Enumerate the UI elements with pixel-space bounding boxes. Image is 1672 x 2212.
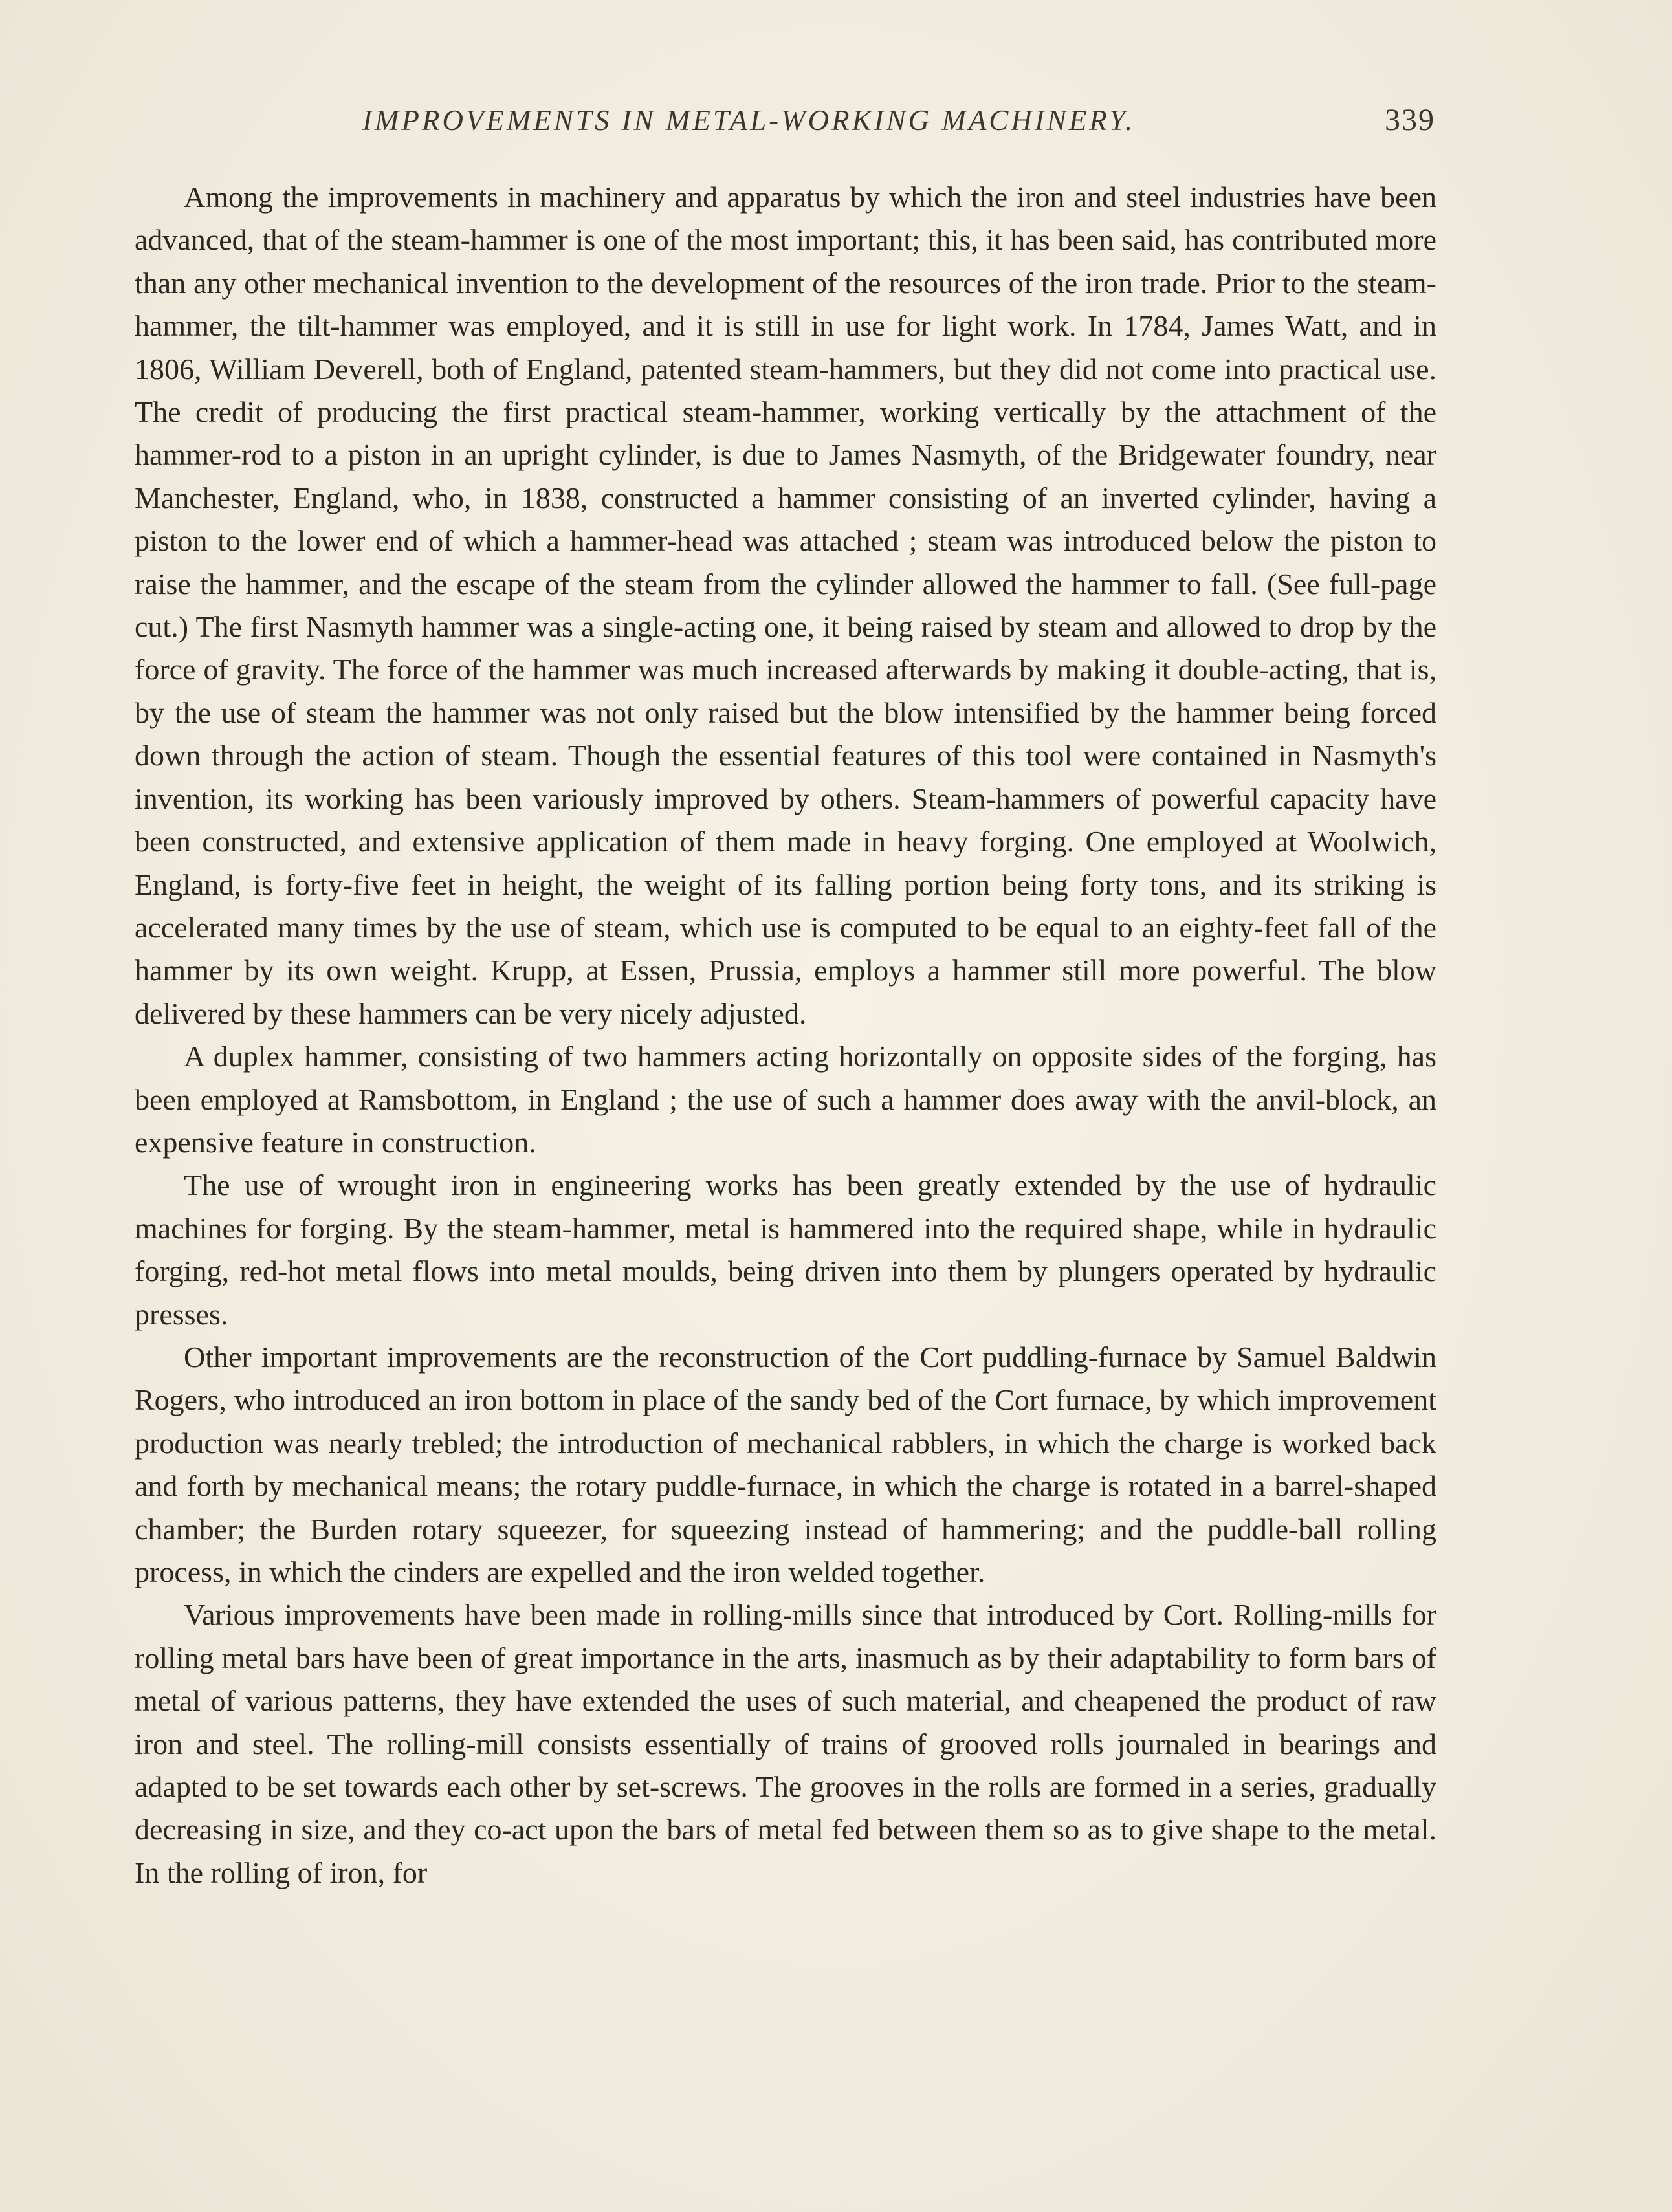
body-text (135, 176, 1436, 1894)
paragraph-rolling-mills: Various improvements have been made in rolling-mills since that introduced by Cort. Rolling-mills for rolling metal bars have been of great importance in the arts, inasmuch as by their adaptability to form bars of metal of various patterns, they have extended the uses of such material, and cheapened the product of raw iron and steel. The rolling-mill consists essentially of trains of grooved rolls journaled in bearings and adapted to be set towards each other by set-screws. The grooves in the rolls are formed in a series, gradually decreasing in size, and they co-act upon the bars of metal fed between them so as to give shape to the metal. In the rolling of iron, for (135, 1598, 1436, 1889)
paragraph-puddling-improvements: Other important improvements are the reconstruction of the Cort puddling-furnace by Samuel Baldwin Rogers, who introduced an iron bottom in place of the sandy bed of the Cort furnace, by which improvement production was nearly trebled; the introduction of mechanical rabblers, in which the charge is worked back and forth by mechanical means; the rotary puddle-furnace, in which the charge is rotated in a barrel-shaped chamber; the Burden rotary squeezer, for squeezing instead of hammering; and the puddle-ball rolling process, in which the cinders are expelled and the iron welded together. (135, 1340, 1436, 1588)
running-title: IMPROVEMENTS IN METAL-WORKING MACHINERY. (362, 104, 1136, 137)
paragraph-steam-hammer: Among the improvements in machinery and apparatus by which the iron and steel industries have been advanced, that of the steam-hammer is one of the most important; this, it has been said, has contributed more than any other mechanical invention to the development of the resources of the iron trade. Prior to the steam-hammer, the tilt-hammer was employed, and it is still in use for light work. In 1784, James Watt, and in 1806, William Deverell, both of England, patented steam-hammers, but they did not come into practical use. The credit of producing the first practical steam-hammer, working vertically by the attachment of the hammer-rod to a piston in an upright cylinder, is due to James Nasmyth, of the Bridgewater foundry, near Manchester, England, who, in 1838, constructed a hammer consisting of an inverted cylinder, having a piston to the lower end of which a hammer-head was attached ; steam was introduced below the piston to raise the hammer, and the escape of the steam from the cylinder allowed the hammer to fall. (See full-page cut.) The first Nasmyth hammer was a single-acting one, it being raised by steam and allowed to drop by the force of gravity. The force of the hammer was much increased afterwards by making it double-acting, that is, by the use of steam the hammer was not only raised but the blow intensified by the hammer being forced down through the action of steam. Though the essential features of this tool were contained in Nasmyth's invention, its working has been variously improved by others. Steam-hammers of powerful capacity have been constructed, and extensive application of them made in heavy forging. One employed at Woolwich, England, is forty-five feet in height, the weight of its falling portion being forty tons, and its striking is accelerated many times by the use of steam, which use is computed to be equal to an eighty-feet fall of the hammer by its own weight. Krupp, at Essen, Prussia, employs a hammer still more powerful. The blow delivered by these hammers can be very nicely adjusted. (135, 181, 1436, 1030)
paragraph-duplex-hammer: A duplex hammer, consisting of two hammers acting horizontally on opposite sides of the forging, has been employed at Ramsbottom, in England ; the use of such a hammer does away with the anvil-block, an expensive feature in construction. (135, 1040, 1436, 1159)
page-number: 339 (1385, 103, 1435, 137)
paragraph-hydraulic-forging: The use of wrought iron in engineering works has been greatly extended by the use of hydraulic machines for forging. By the steam-hammer, metal is hammered into the required shape, while in hydraulic forging, red-hot metal flows into metal moulds, being driven into them by plungers operated by hydraulic presses. (135, 1168, 1436, 1331)
